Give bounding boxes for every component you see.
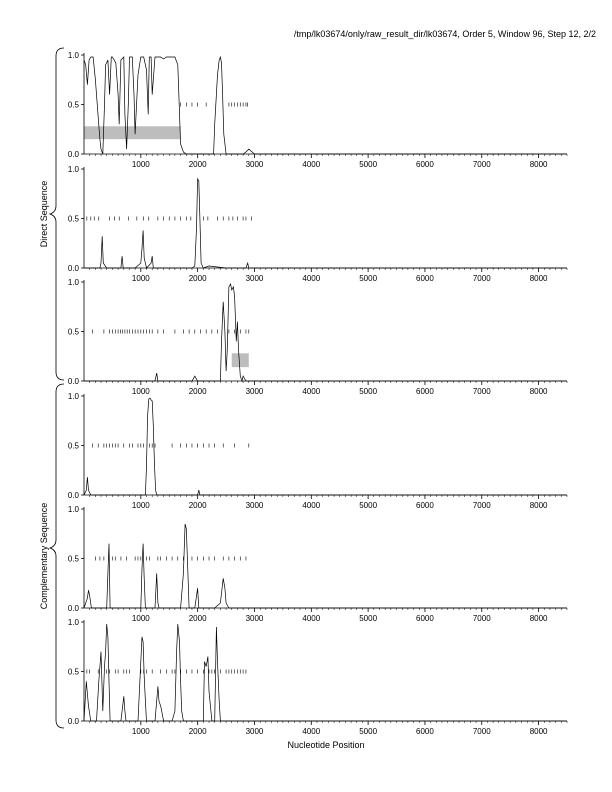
direct-group-bracket: [50, 48, 64, 380]
x-tick-label: 8000: [529, 614, 548, 623]
y-tick-label: 0.0: [67, 604, 79, 613]
panel-1: [68, 51, 567, 169]
panel-6: [68, 618, 567, 736]
x-tick-label: 3000: [245, 274, 264, 283]
panels: [68, 51, 567, 736]
y-tick-label: 0.0: [67, 491, 79, 500]
complementary-sequence-label: Complementary Sequence: [39, 502, 49, 610]
x-tick-label: 1000: [131, 614, 150, 623]
x-tick-label: 4000: [302, 387, 321, 396]
x-tick-label: 6000: [416, 387, 434, 396]
x-tick-label: 6000: [416, 501, 434, 510]
y-tick-label: 0.5: [67, 327, 79, 337]
x-tick-label: 3000: [245, 387, 264, 396]
x-tick-label: 5000: [359, 387, 378, 396]
x-tick-label: 2000: [188, 614, 207, 623]
x-tick-label: 8000: [529, 501, 548, 510]
x-tick-label: 2000: [188, 160, 207, 169]
x-tick-label: 2000: [188, 274, 207, 283]
y-tick-label: 1.0: [67, 165, 79, 174]
x-tick-label: 6000: [416, 274, 434, 283]
probability-line: [84, 179, 567, 268]
probability-line: [84, 284, 567, 381]
y-tick-label: 1.0: [67, 278, 79, 287]
probability-line: [84, 524, 567, 608]
y-tick-label: 0.5: [67, 214, 79, 224]
x-tick-label: 7000: [472, 387, 491, 396]
x-tick-label: 1000: [131, 727, 150, 736]
y-tick-label: 0.5: [67, 100, 79, 110]
x-tick-label: 6000: [416, 160, 434, 169]
x-tick-label: 7000: [472, 727, 491, 736]
x-tick-label: 1000: [131, 160, 150, 169]
panel-5: [68, 505, 567, 623]
x-tick-label: 2000: [188, 501, 207, 510]
x-tick-label: 5000: [359, 274, 378, 283]
y-tick-label: 1.0: [67, 618, 79, 627]
x-tick-label: 7000: [472, 274, 491, 283]
y-tick-label: 0.0: [67, 377, 79, 386]
x-tick-label: 8000: [529, 160, 548, 169]
y-tick-label: 1.0: [67, 505, 79, 514]
probability-line: [84, 624, 567, 721]
x-tick-label: 8000: [529, 727, 548, 736]
x-tick-label: 4000: [302, 727, 321, 736]
region-box-1: [84, 126, 181, 139]
x-tick-label: 1000: [131, 274, 150, 283]
y-tick-label: 0.0: [67, 717, 79, 726]
x-tick-label: 4000: [302, 160, 321, 169]
x-axis-label: Nucleotide Position: [287, 740, 365, 750]
x-tick-label: 1000: [131, 387, 150, 396]
x-tick-label: 3000: [245, 501, 264, 510]
x-tick-label: 4000: [302, 274, 321, 283]
complementary-group-bracket: [50, 384, 64, 728]
x-tick-label: 2000: [188, 387, 207, 396]
x-tick-label: 5000: [359, 614, 378, 623]
x-tick-label: 3000: [245, 160, 264, 169]
x-tick-label: 6000: [416, 727, 434, 736]
x-tick-label: 5000: [359, 501, 378, 510]
x-tick-label: 2000: [188, 727, 207, 736]
direct-sequence-label: Direct Sequence: [39, 180, 49, 248]
y-tick-label: 0.5: [67, 554, 79, 564]
region-box-1: [232, 353, 249, 367]
x-tick-label: 4000: [302, 614, 321, 623]
y-tick-label: 1.0: [67, 51, 79, 60]
panel-4: [68, 392, 567, 510]
x-tick-label: 7000: [472, 160, 491, 169]
y-tick-label: 0.0: [67, 150, 79, 159]
x-tick-label: 3000: [245, 614, 264, 623]
y-tick-label: 0.5: [67, 667, 79, 677]
x-tick-label: 8000: [529, 387, 548, 396]
x-tick-label: 8000: [529, 274, 548, 283]
plot-header: /tmp/lk03674/only/raw_result_dir/lk03674, Order 5, Window 96, Step 12, 2/2: [293, 29, 596, 39]
probability-line: [84, 398, 567, 495]
x-tick-label: 5000: [359, 160, 378, 169]
x-tick-label: 7000: [472, 501, 491, 510]
x-tick-label: 6000: [416, 614, 434, 623]
x-tick-label: 5000: [359, 727, 378, 736]
panel-3: [68, 278, 567, 396]
y-tick-label: 0.0: [67, 264, 79, 273]
y-tick-label: 0.5: [67, 441, 79, 451]
x-tick-label: 3000: [245, 727, 264, 736]
y-tick-label: 1.0: [67, 392, 79, 401]
x-tick-label: 1000: [131, 501, 150, 510]
probability-line: [84, 57, 567, 154]
x-tick-label: 4000: [302, 501, 321, 510]
x-tick-label: 7000: [472, 614, 491, 623]
panel-2: [68, 165, 567, 283]
